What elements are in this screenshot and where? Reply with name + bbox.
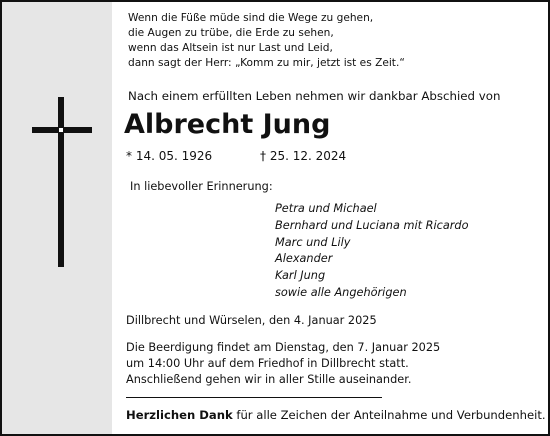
mourner-name: Alexander <box>275 252 333 266</box>
birth-date: * 14. 05. 1926 <box>126 149 213 163</box>
mourner-name: Bernhard und Luciana mit Ricardo <box>275 218 469 232</box>
thanks-rest: für alle Zeichen der Anteilnahme und Verbundenheit. <box>232 408 546 422</box>
memory-label: In liebevoller Erinnerung: <box>130 180 273 193</box>
funeral-info <box>126 340 440 388</box>
poem-line: Wenn die Füße müde sind die Wege zu gehen, <box>128 12 374 24</box>
deceased-name: Albrecht Jung <box>124 109 331 140</box>
mourner-name: Marc und Lily <box>275 235 351 249</box>
poem-line: dann sagt der Herr: „Komm zu mir, jetzt ist es Zeit.“ <box>128 57 405 69</box>
mourner-name: sowie alle Angehörigen <box>275 285 407 299</box>
poem-line: wenn das Altsein ist nur Last und Leid, <box>128 42 333 54</box>
cross-icon-center <box>59 128 63 132</box>
mourner-name: Petra und Michael <box>275 202 377 215</box>
divider-rule <box>126 397 382 398</box>
poem <box>128 11 405 71</box>
poem-line: die Augen zu trübe, die Erde zu sehen, <box>128 27 334 39</box>
mourner-name: Karl Jung <box>275 269 326 283</box>
death-date: † 25. 12. 2024 <box>260 149 347 163</box>
thanks-bold: Herzlichen Dank <box>126 408 233 422</box>
cross-icon <box>58 97 64 267</box>
place-date: Dillbrecht und Würselen, den 4. Januar 2025 <box>126 314 377 327</box>
left-grey-panel <box>2 2 112 434</box>
intro-text: Nach einem erfüllten Leben nehmen wir dankbar Abschied von <box>128 89 501 103</box>
thanks-line <box>126 408 546 422</box>
funeral-line: Anschließend gehen wir in aller Stille auseinander. <box>126 373 412 386</box>
mourners-list <box>275 201 469 302</box>
funeral-line: um 14:00 Uhr auf dem Friedhof in Dillbrecht statt. <box>126 357 409 370</box>
funeral-line: Die Beerdigung findet am Dienstag, den 7. Januar 2025 <box>126 341 441 354</box>
